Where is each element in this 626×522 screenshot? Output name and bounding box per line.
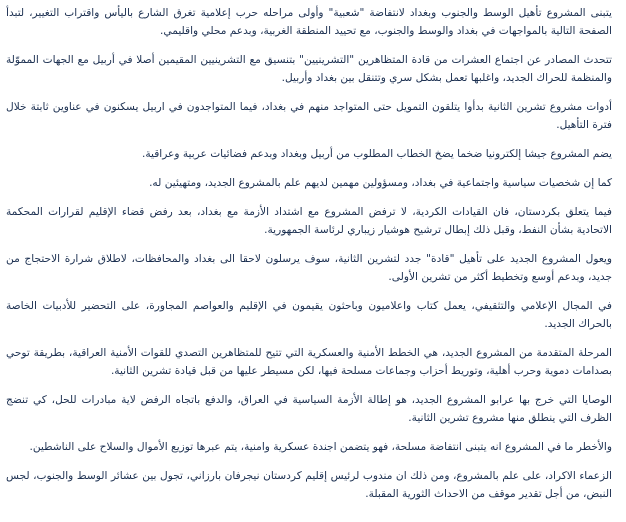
article-paragraph: الزعماء الاكراد، على علم بالمشروع، ومن ذلك ان مندوب لرئيس إقليم كردستان نيجرفان بارزاني، تجول بين عشائر الوسط والجنوب، لجس النبض، من أجل تقدير موقف من الاحداث الثورية المقبلة. <box>6 470 612 500</box>
article-paragraph: ويعول المشروع الجديد على تأهيل "قادة" جدد لتشرين الثانية، سوف يرسلون لاحقا الى بغداد والمحافظات، لاطلاق شرارة الاحتجاج من جديد، وبدعم أوسع وتخطيط أكثر من تشرين الأولى. <box>6 253 612 283</box>
article-paragraph: والأخطر ما في المشروع انه يتبنى انتفاضة مسلحة، فهو يتضمن اجندة عسكرية وامنية، يتم عبرها توزيع الأموال والسلاح على الناشطين. <box>29 441 612 453</box>
article-paragraph: الوصايا التي خرج بها عرابو المشروع الجديد، هو إطالة الأزمة السياسية في العراق، والدفع باتجاه الرفض لاية مبادرات للحل، كي تنضج الظرف التي ينطلق منها مشروع تشرين الثانية. <box>6 394 612 424</box>
article-paragraph: فيما يتعلق بكردستان، فان القيادات الكردية، لا ترفض المشروع مع اشتداد الأزمة مع بغداد، بعد رفض قضاء الإقليم لقرارات المحكمة الاتحادية بشأن النفط، وقبل ذلك إبطال ترشيح هوشيار زيباري لرئاسة الجمهورية. <box>6 206 612 236</box>
article-paragraph: تتحدث المصادر عن اجتماع العشرات من قادة المتظاهرين "التشرينيين" بتنسيق مع التشرينيين المقيمين أصلا في أربيل مع الجهات المموّلة والمنظمة للحراك الجديد، واغلبها تعمل بشكل سري وتتنقل بين بغداد وأربيل. <box>6 54 612 84</box>
article-paragraph: أدوات مشروع تشرين الثانية بدأوا يتلقون التمويل حتى المتواجد منهم في بغداد، فيما المتواجدون في اربيل يسكنون في عناوين ثابتة خلال فترة التأهيل. <box>6 101 612 131</box>
article-paragraph: في المجال الإعلامي والتثقيفي، يعمل كتاب واعلاميون وباحثون يقيمون في الإقليم والعواصم المجاورة، على التحضير للأدبيات الخاصة بالحراك الجديد. <box>6 300 612 330</box>
article-paragraph: يتبنى المشروع تأهيل الوسط والجنوب وبغداد لانتفاضة "شعبية" وأولى مراحله حرب إعلامية تغرق الشارع باليأس واقتراب التغيير، لتبدأ الصفحة التالية بالمواجهات في بغداد والوسط والجنوب، مع تحييد المنطقة الغربية، وبدعم محلي واقليمي. <box>6 7 612 37</box>
article-paragraph: المرحلة المتقدمة من المشروع الجديد، هي الخطط الأمنية والعسكرية التي تتيح للمتظاهرين التصدي للقوات الأمنية العراقية، بطريقة توحي بصدامات دموية وحرب أهلية، وتوريط أحزاب وجماعات مسلحة فيها، لكن مسيطر عليها من قبل قيادة تشرين الثانية. <box>6 347 612 377</box>
article-paragraph: يضم المشروع جيشا إلكترونيا ضخما يضخ الخطاب المطلوب من أربيل وبغداد وبدعم فضائيات عربية وعراقية. <box>141 148 612 160</box>
article-paragraph: كما إن شخصيات سياسية واجتماعية في بغداد، ومسؤولين مهمين لديهم علم بالمشروع الجديد، ومتهيئين له. <box>149 177 612 189</box>
